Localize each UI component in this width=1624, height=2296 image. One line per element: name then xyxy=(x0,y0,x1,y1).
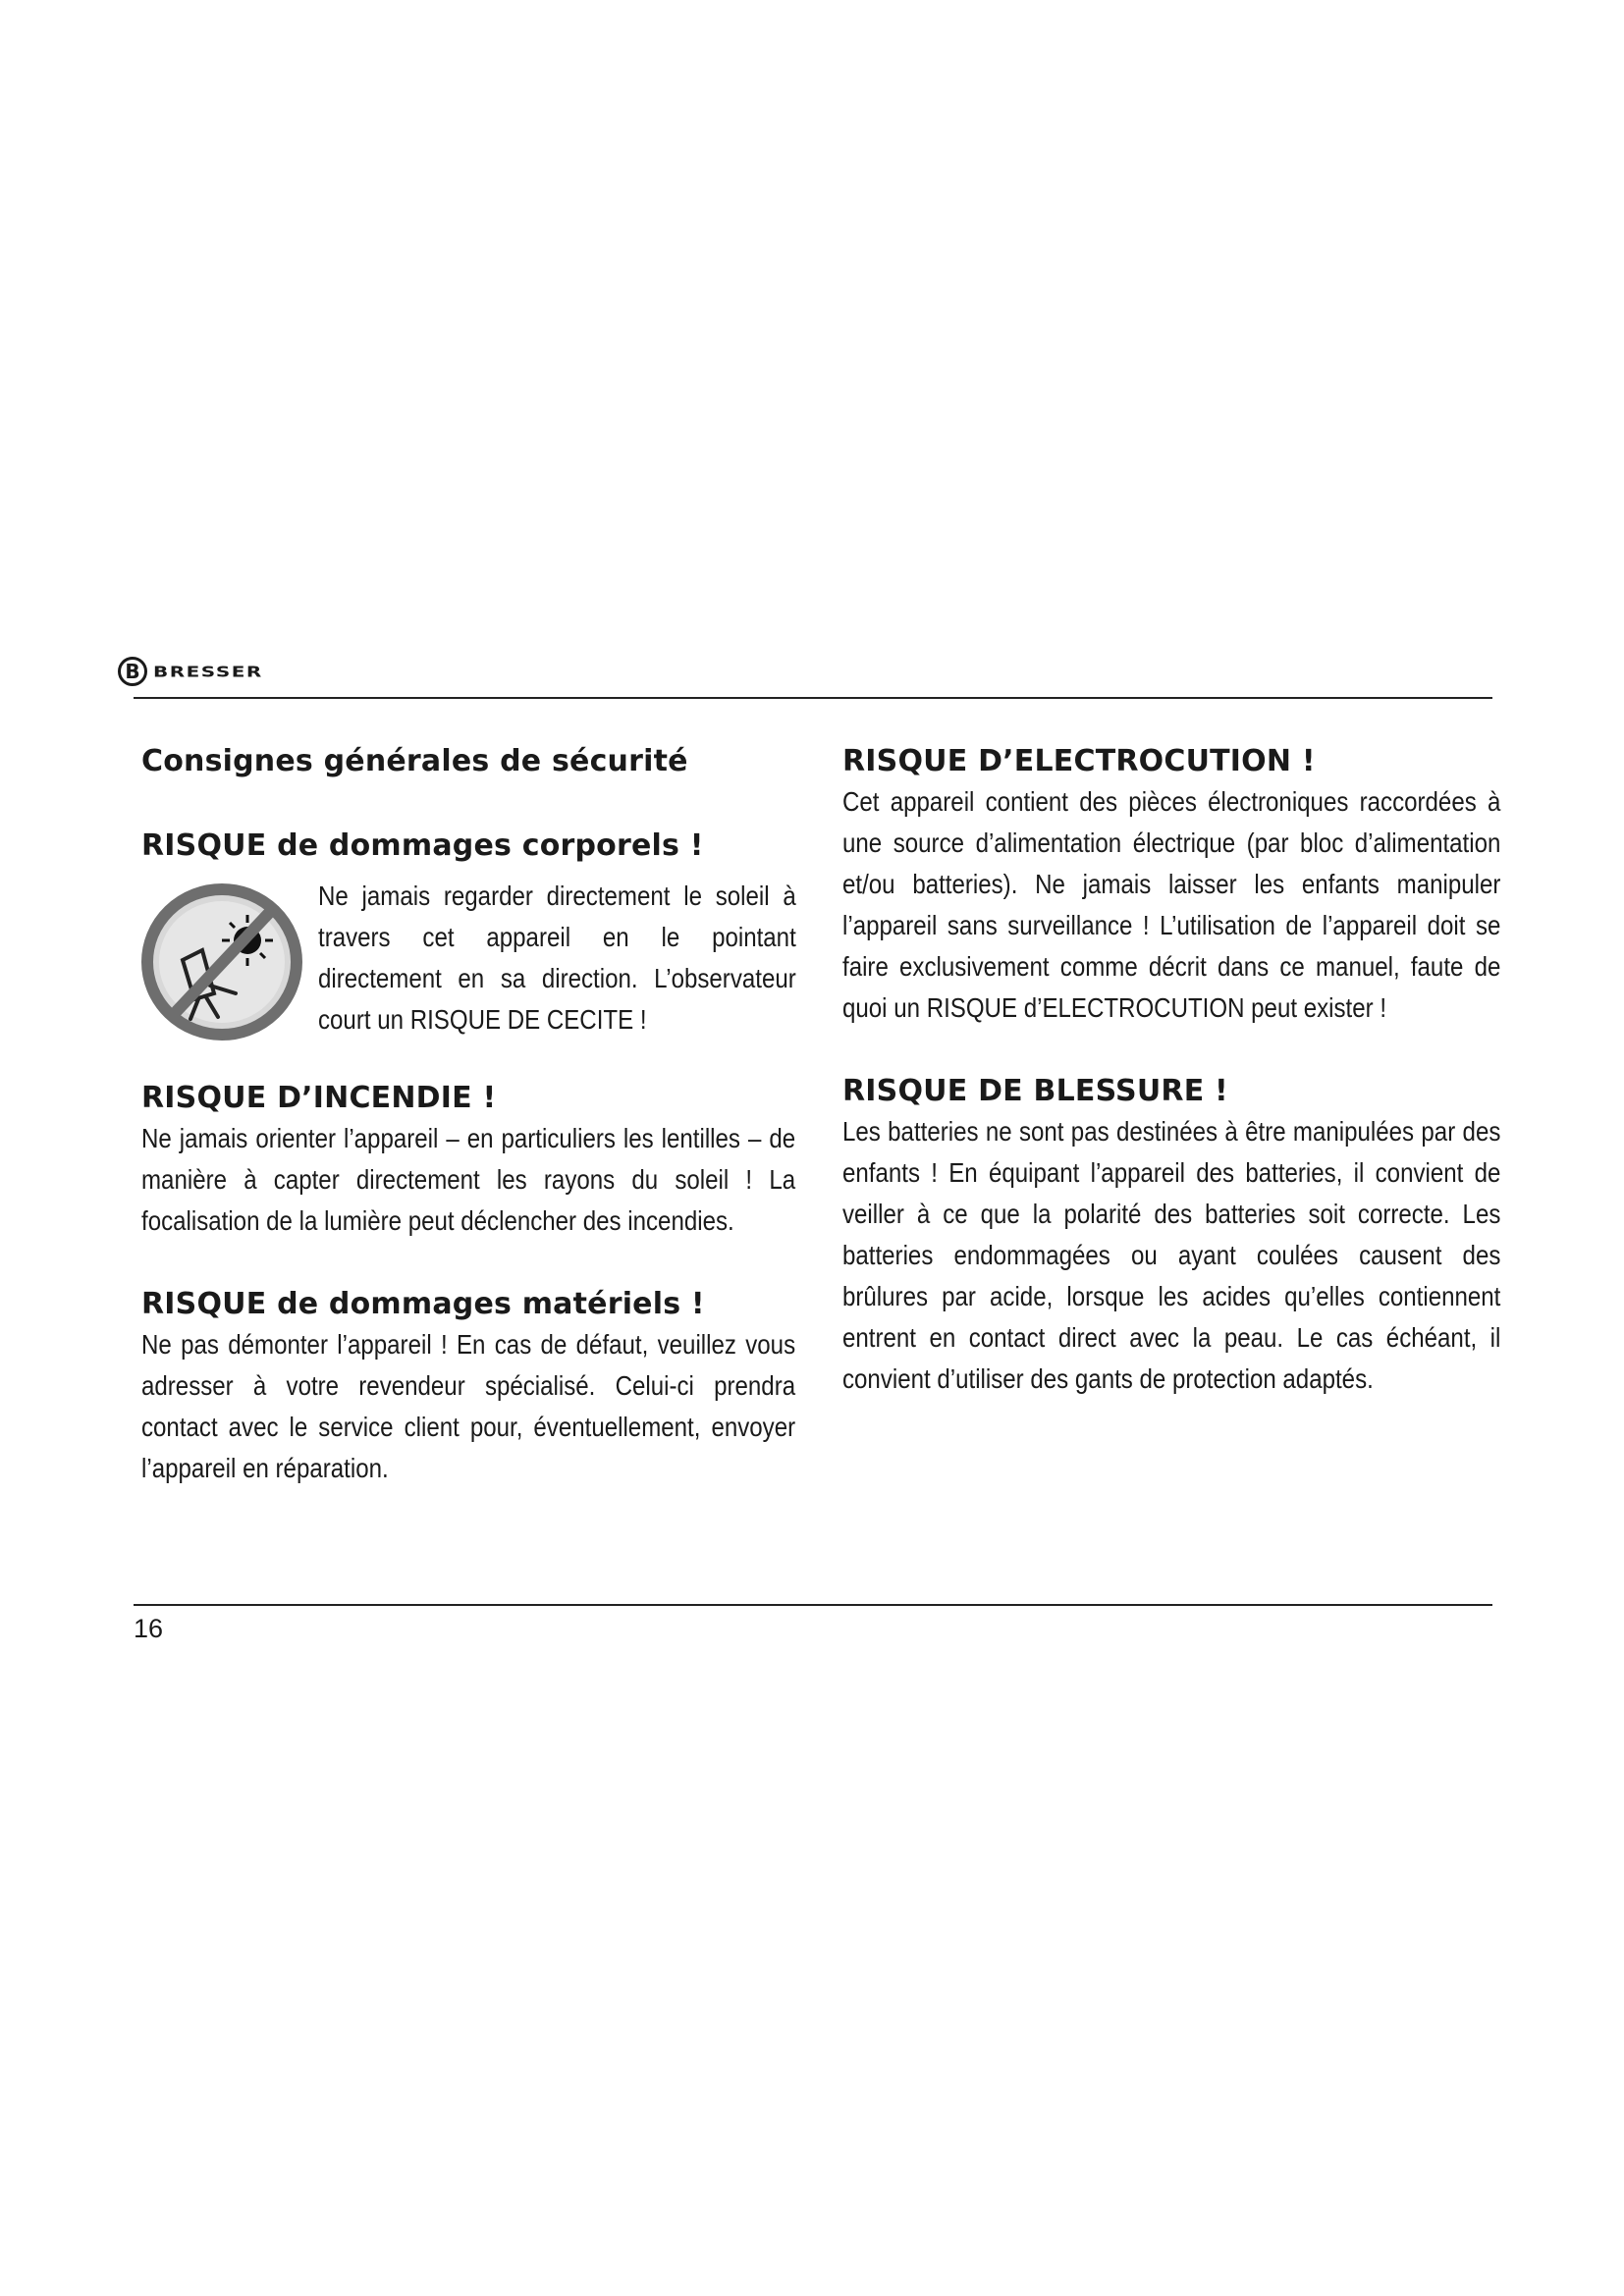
bresser-b-icon: B xyxy=(118,657,147,686)
body-material-damage: Ne pas démonter l’appareil ! En cas de défaut, veuillez vous adresser à votre revendeur spécialisé. Celui-ci prendra contact avec le service client pour, éventuellement, envoyer l’appareil en réparation. xyxy=(141,1329,796,1483)
page-number: 16 xyxy=(134,1614,164,1643)
brand-name: BRESSER xyxy=(153,663,263,680)
sun-warning-block xyxy=(141,876,795,1045)
body-injury: Les batteries ne sont pas destinées à être manipulées par des enfants ! En équipant l’appareil des batteries, il convient de veiller à ce que la polarité des batteries soit correcte. Les batteries endommagées ou ayant coulées causent des brûlures par acide, lorsque les acides qu’elles contiennent entrent en contact direct avec la peau. Le cas échéant, il convient d’utiliser des gants de protection adaptés. xyxy=(842,1116,1501,1394)
body-bodily-harm: Ne jamais regarder directement le soleil à travers cet appareil en le pointant directement en sa direction. L’observateur court un RISQUE DE CECITE ! xyxy=(318,881,796,1035)
footer-rule xyxy=(134,1604,1492,1606)
header-rule xyxy=(134,697,1492,699)
heading-fire: RISQUE D’INCENDIE ! xyxy=(141,1081,497,1115)
page-title: Consignes générales de sécurité xyxy=(141,744,688,778)
no-sun-observation-icon xyxy=(141,883,318,1045)
heading-electrocution: RISQUE D’ELECTROCUTION ! xyxy=(842,744,1316,778)
body-electrocution: Cet appareil contient des pièces électroniques raccordées à une source d’alimentation électrique (par bloc d’alimentation et/ou batteries). Ne jamais laisser les enfants manipuler l’appareil sans surveillance ! L’utilisation de l’appareil doit se faire exclusivement comme décrit dans ce manuel, faute de quoi un RISQUE d’ELECTROCUTION peut exister ! xyxy=(842,786,1501,1023)
heading-bodily-harm: RISQUE de dommages corporels ! xyxy=(141,828,704,863)
brand-logo xyxy=(118,654,263,689)
right-column xyxy=(842,742,1502,1400)
heading-material-damage: RISQUE de dommages matériels ! xyxy=(141,1287,705,1321)
body-fire: Ne jamais orienter l’appareil – en particuliers les lentilles – de manière à capter directement les rayons du soleil ! La focalisation de la lumière peut déclencher des incendies. xyxy=(141,1123,796,1236)
heading-injury: RISQUE DE BLESSURE ! xyxy=(842,1074,1228,1108)
left-column xyxy=(141,742,795,1489)
